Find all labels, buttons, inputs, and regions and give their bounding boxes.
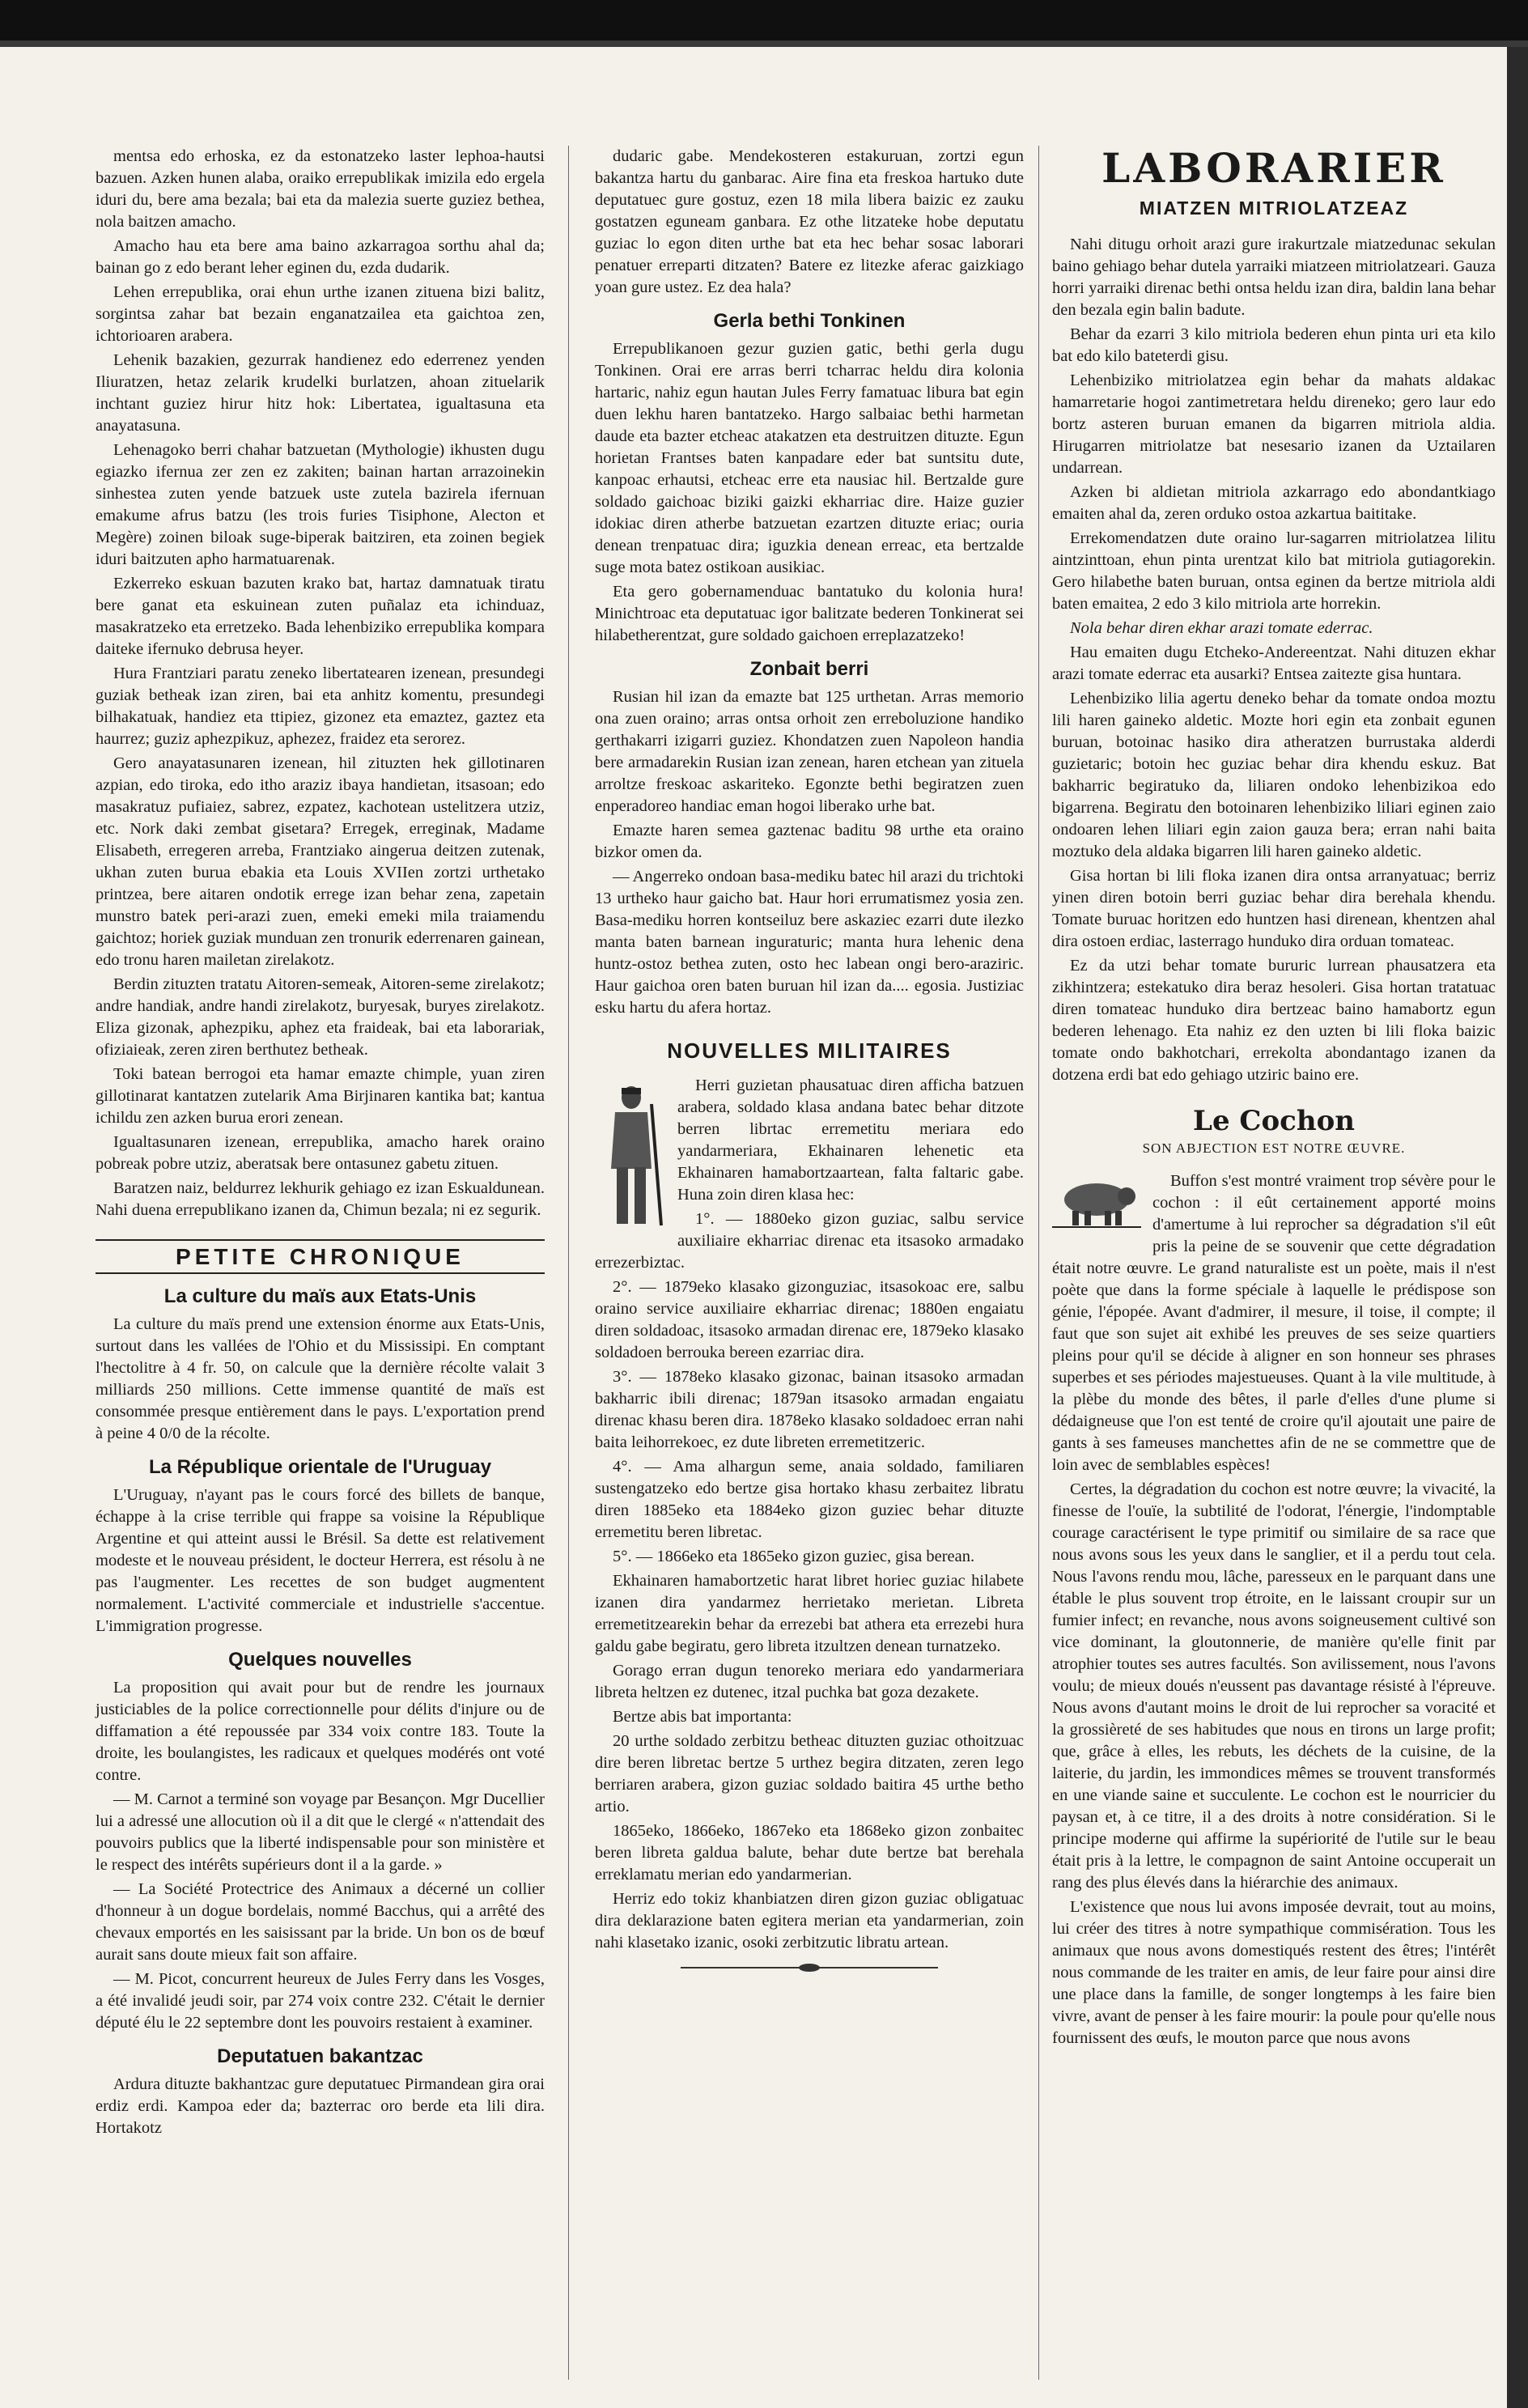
- paragraph: Herri guzietan phausatuac diren afficha batzuen arabera, soldado klasa andana batec behar ditzote berren librtac erremetitu meriara edo yandarmeriara, Ekhainaren lehenetic eta Ekhainaren hamabortzaartean, falta faltaric gabe. Huna zoin diren klasa hec:: [677, 1077, 1024, 1204]
- paragraph: Gisa hortan bi lili floka izanen dira ontsa arranyatuac; berriz yinen diren botoin berri guziac behar dira berehala khendu. Tomate buruac horitzen edo huntzen hasi direnean, khentzen ahal dira ostoen erdiac, lasterrago hunduko dira orduan tomateac.: [1052, 867, 1496, 950]
- petite-chronique-heading: PETITE CHRONIQUE: [96, 1239, 545, 1274]
- paragraph: — M. Picot, concurrent heureux de Jules Ferry dans les Vosges, a été invalidé jeudi soir, par 274 voix contre 232. C'était le dernier député élu le 22 septembre dont les pouvoirs restaient à examiner.: [96, 1970, 545, 2032]
- nouvelles-militaires-heading: NOUVELLES MILITAIRES: [667, 1038, 952, 1063]
- article-title: LABORARIER: [1101, 144, 1446, 192]
- paragraph: La proposition qui avait pour but de rendre les journaux justiciables de la police correctionnelle pour délits d'injure ou de diffamation a été repoussée par 334 voix contre 183. Toute la droite, les boulangistes, les radicaux et quelques modérés ont voté contre.: [96, 1679, 545, 1784]
- paragraph: Gero anayatasunaren izenean, hil zituzten hek gillotinaren azpian, edo tiroka, edo itho araziz ibaya handietan, itsasoan; edo masakratuz pufiaiez, sabrez, ezpatez, kachotean ustelitzera utziz, etc. Nork daki zembat gisetara? Erregek, erreginak, Madame Elisabeth, erregeren arreba, Frantziako aingerua deitzen zutenak, ukhan zuten burua ebakia eta Louis XVIIen zortzi urthetako printzea, bere aitaren ondotik errege izan behar zena, zapetain munstro batek peri-arazi zuen, emeki emeki mila traiamendu gaichtoz; horiek guziak munduan zen tronurik ederrenaren gainean, edo tronu haren mailetan zirelakotz.: [96, 754, 545, 969]
- scan-top-strip: [0, 40, 1528, 47]
- paragraph: 1°. — 1880eko gizon guziac, salbu service auxiliaire ekharriac direnac eta itsasoko armadako errezerbiztac.: [595, 1210, 1024, 1272]
- paragraph: 2°. — 1879eko klasako gizonguziac, itsasokoac ere, salbu oraino service auxiliaire ekharriac direnac; 1880en engaiatu diren soldadoac, itsasoko armadan direnac ere, 1879eko klasako soldadoen berrouka bereen ezarriac dira.: [595, 1278, 1024, 1361]
- paragraph: 1865eko, 1866eko, 1867eko eta 1868eko gizon zonbaitec beren libreta galdua balute, behar dute bertze bat berehala erreklamatu merian edo yandarmerian.: [595, 1822, 1024, 1884]
- section-heading: Deputatuen bakantzac: [217, 2045, 423, 2067]
- paragraph: Ez da utzi behar tomate bururic lurrean phausatzera eta zikhintzera; estekatuko dira beraz hesoleri. Gisa hortan tratatuac diren tomateac hunduko dira bertzeac baino hamabortz egun bederen lehenago. Eta nahiz ez den uzten bi lili floka baizic tomate ondo bakhotchari, errekolta abondantago izanen da dotzena erdi bat edo gehiago utziric baino ere.: [1052, 957, 1496, 1084]
- paragraph: Lehenagoko berri chahar batzuetan (Mythologie) ikhusten dugu egiazko ifernua zer zen ez zakiten; bainan hartan arrazoinekin sinhestea zuten yende batzuek uste zutela bazirela ifernuan emakume afrus batzu (les trois furies Tisiphone, Alecton et Megère) zoinen biloak suge-biperak baitziren, eta zoinen begiek iduri baitzuten apho harmatuarenak.: [96, 441, 545, 568]
- paragraph: La culture du maïs prend une extension énorme aux Etats-Unis, surtout dans les vallées de l'Ohio et du Mississipi. En comptant l'hectolitre à 4 fr. 50, on calcule que la dernière récolte valait 3 milliards 250 millions. Cette immense quantité de maïs est consommée presque entièrement dans le pays. L'exportation prend à peine 4 0/0 de la récolte.: [96, 1315, 545, 1442]
- paragraph: L'existence que nous lui avons imposée devrait, tout au moins, lui créer des titres à notre sympathique commisération. Tous les animaux que nous avons domestiqués restent des êtres; l'intérêt nous commande de les traiter en amis, de leur faire pour ainsi dire une place dans la famille, de songer longtemps à les faire bien vivre, avant de penser à les faire mourir: la poule pour qu'elle nous fournissent des œufs, le mouton parce que nous avons: [1052, 1898, 1496, 2047]
- column-rule-2: [1038, 146, 1039, 2380]
- paragraph: Errekomendatzen dute oraino lur-sagarren mitriolatzea lilitu aintzinttoan, ehun pinta urentzat kilo bat mitriola gutiagorekin. Gero hilabethe baten buruan, ontsa eginen da bertze mitriola aldi baten emaitea, 2 edo 3 kilo mitriola arte horrekin.: [1052, 529, 1496, 613]
- paragraph: mentsa edo erhoska, ez da estonatzeko laster lephoa-hautsi bazuen. Azken hunen alaba, oraiko errepublikak imizila edo ergela iduri du, bere ama bezala; bai eta da malezia suerte guziez bethea, nola baitzen amacho.: [96, 147, 545, 231]
- paragraph: Emazte haren semea gaztenac baditu 98 urthe eta oraino bizkor omen da.: [595, 822, 1024, 861]
- paragraph: Buffon s'est montré vraiment trop sévère pour le cochon : il eût certainement apporté moins d'amertume à lui reprocher sa dégradation s'il eût pris la peine de se souvenir que cette dégradation était notre œuvre. Le grand naturaliste est un poète, mais il n'est poète que dans la forme spéciale à laquelle le prédispose son génie, l'épopée. Avant d'admirer, il mesure, il toise, il compte; il faut que son sujet ait exhibé les preuves de ses seize quartiers pleins pour qu'il se décide à aligner en son honneur ses phrases superbes et ses périodes majestueuses. Quant à la vile multitude, à la plèbe du monde des bêtes, il parle d'elles d'une plume si dédaigneuse que l'on est tenté de croire qu'il ajoutait une paire de gants à ses fameuses manchettes afin de ne se commettre que de loin avec de semblables espèces!: [1052, 1172, 1496, 1474]
- paragraph: Toki batean berrogoi eta hamar emazte chimple, yuan ziren gillotinarat kantatzen zutelarik Ama Birjinaren kantika bat; kantua ichildu zen azken burua erori zenean.: [96, 1065, 545, 1127]
- paragraph: — La Société Protectrice des Animaux a décerné un collier d'honneur à un dogue bordelais, nommé Bacchus, qui a arrêté des chevaux emportés en les saisissant par la bride. Un bon os de bœuf aurait sans doute mieux fait son affaire.: [96, 1880, 545, 1964]
- paragraph: Lehenbiziko lilia agertu deneko behar da tomate ondoa moztu lili haren gaineko aldetic. Mozte hori egin eta zonbait egunen buruan, botoinac hasiko dira atheratzen burrustaka alderdi guzietaric; botoin hec guziac behar dira khendu eskuz. Bat bakharric begiratuko da, liliaren ondoko lehenbizikoa edo bigarrena. Begiratu den botoinaren lehenbiziko liliari eginen zaio ondoaren lehen liliari egin zaion gauza bera; erran nahi baita moztuko dela aldaka bigarren lili haren gaineko aldetic.: [1052, 690, 1496, 860]
- paragraph: 20 urthe soldado zerbitzu betheac dituzten guziac othoitzuac dire beren libretac bertze 5 urthez begira ditzaten, zeren lego berriaren arabera, gizon guziac soldado baitira 45 urthe betho artio.: [595, 1732, 1024, 1816]
- paragraph: Bertze abis bat importanta:: [613, 1708, 792, 1726]
- paragraph: Lehen errepublika, orai ehun urthe izanen zituena bizi balitz, sorgintsa zahar bat bezain enganatzailea eta gaichtoa zen, ichtorioaren arabera.: [96, 283, 545, 345]
- section-heading: La culture du maïs aux Etats-Unis: [163, 1285, 477, 1307]
- paragraph: Hura Frantziari paratu zeneko libertatearen izenean, presundegi guziak betheak izan ziren, bai eta anhitz komentu, presundegi bilhakatuak, handiez eta ttipiez, gizonez eta emaztez, gaztez eta haurrez; guziz aphezpikuz, aphezez, fraidez eta serorez.: [96, 665, 545, 748]
- paragraph: Baratzen naiz, beldurrez lekhurik gehiago ez izan Eskualdunean. Nahi duena errepublikano izanen da, Chimun bezala; ni ez segurik.: [96, 1179, 545, 1219]
- paragraph: Lehenik bazakien, gezurrak handienez edo ederrenez yenden Iliuratzen, hetaz zelarik krudelki burlatzen, ahoan zituelarik inchtant guziez hirur hitz hok: Libertatea, igualtasuna eta anayatasuna.: [96, 351, 545, 435]
- paragraph: Rusian hil izan da emazte bat 125 urthetan. Arras memorio ona zuen oraino; arras ontsa orhoit zen erreboluzione handiko gerthakarri izigarri guziez. Khondatzen zuen Napoleon handia bere armadarekin Rusian izan zenean, haren etchean yan zituela arroltze freskoac askariteko. Egonzte bethi begiratzen zuen enperadoreo handiac eman hogoi liberako urhe bat.: [595, 688, 1024, 815]
- paragraph: 3°. — 1878eko klasako gizonac, bainan itsasoko armadan bakharric ibili direnac; 1879an itsasoko armadan engaiatu direnac khasu beren dira. 1878eko klasako soldadoec erran nahi baita leihorrekoec, ez dute libreten erremetitzeric.: [595, 1368, 1024, 1451]
- pig-illustration: [1052, 1174, 1141, 1237]
- column-2: [595, 146, 1024, 1981]
- cochon-title: Le Cochon: [1193, 1105, 1355, 1137]
- section-heading: Zonbait berri: [749, 658, 869, 680]
- paragraph: Nahi ditugu orhoit arazi gure irakurtzale miatzedunac sekulan baino gehiago behar dutela yarraiki miatzeen mitriolatzeari. Gauza horri yarraiki direnac bethi ontsa heldu izan dira, baldin lana behar den bezala egin balin badute.: [1052, 236, 1496, 319]
- paragraph: L'Uruguay, n'ayant pas le cours forcé des billets de banque, échappe à la crise terrible qui frappe sa voisine la République Argentine et qui atteint aussi le Brésil. Sa dette est relativement modeste et le nouveau président, le docteur Herrera, est résolu à ne pas l'augmenter. Les recettes de son budget augmentent normalement. L'activité commerciale et industrielle s'accentue. L'immigration progresse.: [96, 1486, 545, 1635]
- column-rule-1: [568, 146, 569, 2380]
- paragraph: Nola behar diren ekhar arazi tomate ederrac.: [1070, 619, 1373, 637]
- section-heading: Quelques nouvelles: [228, 1649, 412, 1671]
- paragraph: Lehenbiziko mitriolatzea egin behar da mahats aldakac hamarretarie hogoi zantimetretara heldu direneko; gero laur edo bortz asteren buruan emanen da bigarren mitriola aldia. Hirugarren mitriolatze bat nesesario izanen da Uztailaren undarrean.: [1052, 372, 1496, 477]
- cochon-subtitle: SON ABJECTION EST NOTRE ŒUVRE.: [1142, 1140, 1406, 1156]
- paragraph: Herriz edo tokiz khanbiatzen diren gizon guziac obligatuac dira deklarazione baten egitera merian eta yandarmerian, zoin nahi klasetako izanic, osoki zerbitzutic libratu artean.: [595, 1890, 1024, 1951]
- section-heading: Gerla bethi Tonkinen: [713, 310, 906, 332]
- paragraph: Ezkerreko eskuan bazuten krako bat, hartaz damnatuak tiratu bere ganat eta eskuinean zuten puñalaz eta ichinduaz, masakratzeko eta erretzeko. Bada lehenbiziko errepublika kompara daiteke ifernuko debrusa heyer.: [96, 575, 545, 658]
- paragraph: Eta gero gobernamenduac bantatuko du kolonia hura! Minichtroac eta deputatuac igor balitzate bederen Tonkinerat sei hilabetherentzat, gure soldado gaichoen erreplazatzeko!: [595, 583, 1024, 644]
- paragraph: Behar da ezarri 3 kilo mitriola bederen ehun pinta uri eta kilo bat edo kilo bateterdi gisu.: [1052, 325, 1496, 365]
- soldier-illustration: [595, 1080, 668, 1234]
- paragraph: Azken bi aldietan mitriola azkarrago edo abondantkiago emaiten ahal da, zeren orduko ostoa azkartua baititake.: [1052, 483, 1496, 523]
- paragraph: Gorago erran dugun tenoreko meriara edo yandarmeriara libreta heltzen ez dutenec, itzal puchka bat goza dezakete.: [595, 1662, 1024, 1701]
- paragraph: Errepublikanoen gezur guzien gatic, bethi gerla dugu Tonkinen. Orai ere arras berri tcharrac heldu dira kolonia hartaric, nahiz egun hautan Jules Ferry famatuac libura bat egin duen lekhu haren bantatzeko. Hargo salbaiac bethi harmetan daude eta bazter etcheac atakatzen eta destruitzen dituzte. Egun horietan Frantses baten kanpadare eder bat suntsitu dute, kanpoac erhautsi, etcheac erre eta nausiac hil. Bertzalde gure soldado gaichoac biziki gaizki ekharriac dire. Haize guzier idokiac diren atherbe batzuetan ezartzen dituzte eriac; ouria denean trenpatuac dira; iguzkia denean erreac, eta bertzalde suge mota batez ostikoan ausikiac.: [595, 340, 1024, 576]
- paragraph: — Angerreko ondoan basa-mediku batec hil arazi du trichtoki 13 urtheko haur gaicho bat. Haur hori errumatismez yosia zen. Basa-mediku horren kontseiluz bere askaziec ezarri dute ilezko manta baten barnean inguraturic; manta hura lehenic dena huntz-ostoz bethea zuten, osto hec labean ongi bero-araziric. Haur gaichoa oren baten buruan hil izan da.... egosia. Justiziac esku hartu du afera hortaz.: [595, 868, 1024, 1017]
- scan-top-border: [0, 0, 1528, 40]
- paragraph: 5°. — 1866eko eta 1865eko gizon guziec, gisa berean.: [613, 1548, 975, 1565]
- paragraph: dudaric gabe. Mendekosteren estakuruan, zortzi egun bakantza hartu du ganbarac. Aire fina eta freskoa hartuko dute deputatuec gure gostuz, ezen 18 mila libera baizic ez zauku gostatzen eguneam ganbara. Ez othe litzateke hobe deputatu guziac lo egon diten urthe bat eta hec behar sosac laborari penatuer erreparti ditzaten? Batere ez litezke aferac gaizkiago yoan gure ustez. Ez dea hala?: [595, 147, 1024, 296]
- column-3: [1052, 146, 1496, 2052]
- article-subtitle: MIATZEN MITRIOLATZEAZ: [1139, 197, 1409, 219]
- paragraph: 4°. — Ama alhargun seme, anaia soldado, familiaren sustengatzeko edo bertze gisa hortako khasu zerbaitez libratu diren 1885eko eta 1884eko gizon guziec behar dituzte erremetitu beren libretac.: [595, 1458, 1024, 1541]
- col1-intro: [96, 146, 545, 1221]
- paragraph: Certes, la dégradation du cochon est notre œuvre; la vivacité, la finesse de l'ouïe, la subtilité de l'odorat, l'énergie, l'indomptable courage caractérisent le type primitif ou similaire de sa race que nous avons sous les yeux dans le sanglier, et il a perdu tout cela. Nous l'avons rendu mou, lâche, paresseux en le parquant dans une étable le plus souvent trop étroite, en le laissant croupir sur un fumier infect; en revanche, nous avons soigneusement cultivé son vice dominant, la gloutonnerie, de manière qu'elle finit par atrophier toutes ses autres facultés. Son avilissement, nous l'avons voulu; de mieux doués n'eussent pas davantage résisté à l'épreuve. Nous avons d'autant moins le droit de lui reprocher sa voracité et la grossièreté de ses habitudes que nous en tirons un large profit; que, grâce à elles, les rebuts, les déchets de la cuisine, de la laiterie, du jardin, les immondices mêmes se trouvent transformés en une viande saine et succulente. Le cochon est le nourricier du paysan et, à ce titre, il a des droits à notre considération. Si le principe moderne qui affirme la supériorité de l'utile sur le beau était pris à la lettre, le compagnon de saint Antoine occuperait un rang des plus élevés dans la hiérarchie des animaux.: [1052, 1480, 1496, 1892]
- paragraph: Ekhainaren hamabortzetic harat libret horiec guziac hilabete izanen dira yandarmez herrietako merietan. Libreta erremetitzearekin behar da errezebi bat athera eta errezebi hura galdu gabe begiratu, gero libreta itzultzen denean turnatzeko.: [595, 1572, 1024, 1655]
- paragraph: Amacho hau eta bere ama baino azkarragoa sorthu ahal da; bainan go z edo berant leher eginen du, ezda dudarik.: [96, 237, 545, 277]
- column-1: [96, 146, 545, 2142]
- paragraph: Hau emaiten dugu Etcheko-Andereentzat. Nahi dituzen ekhar arazi tomate ederrac eta ausarki? Entsea zaitezte gisa huntara.: [1052, 643, 1496, 683]
- paragraph: Ardura dituzte bakhantzac gure deputatuec Pirmandean gira orai erdiz erdi. Kampoa eder da; bazterrac oro berde eta lili dira. Hortakotz: [96, 2075, 545, 2137]
- paragraph: — M. Carnot a terminé son voyage par Besançon. Mgr Ducellier lui a adressé une allocution où il a dit que le clergé « n'attendait des pouvoirs publics que la liberté indispensable pour son ministère et le respect des intérêts supérieurs dont il a la garde. »: [96, 1790, 545, 1874]
- section-heading: La République orientale de l'Uruguay: [148, 1456, 492, 1478]
- paragraph: Berdin zituzten tratatu Aitoren-semeak, Aitoren-seme zirelakotz; andre handiak, andre handi zirelakotz, buryesak, buryes zirelakotz. Eliza gizonak, aphezpiku, aphez eta fraideak, bai eta laborariak, ofiziaieak, zeren ziren berthutez betheak.: [96, 975, 545, 1059]
- paragraph: Igualtasunaren izenean, errepublika, amacho harek oraino pobreak pobre utziz, aberatsak bere ontasunez gabetu zituen.: [96, 1133, 545, 1173]
- ornament-divider: [681, 1962, 938, 1973]
- scan-right-edge: [1507, 47, 1528, 2408]
